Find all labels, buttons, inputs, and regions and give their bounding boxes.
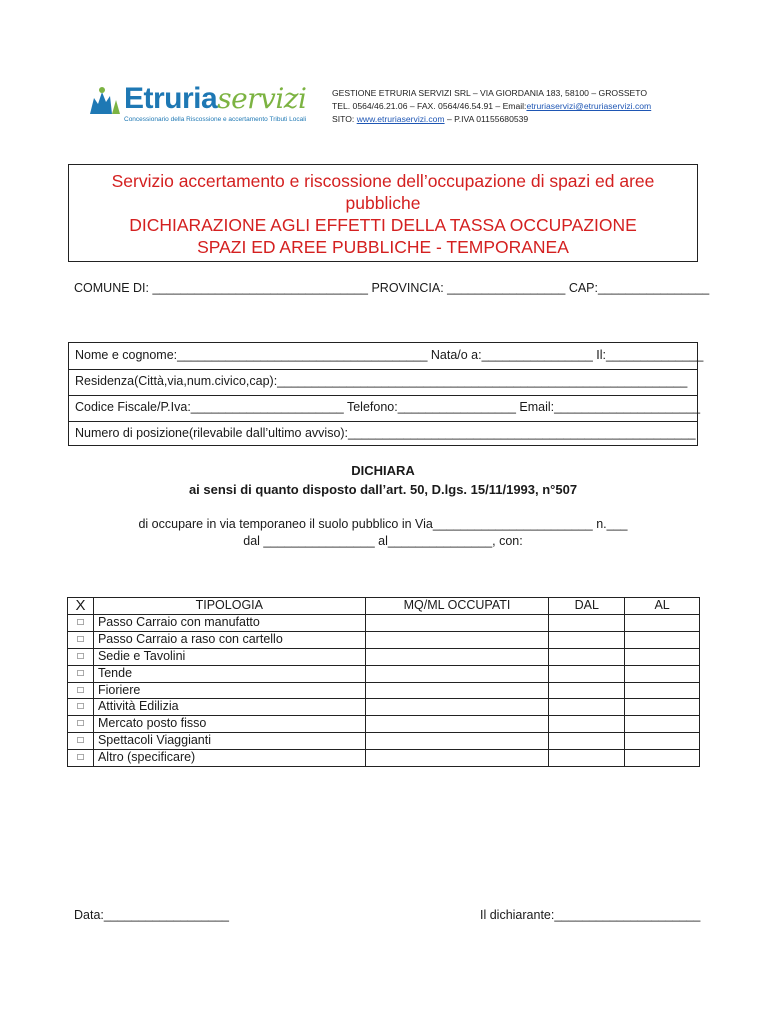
service-title: Servizio accertamento e riscossione dell’occupazione di spazi ed aree pubbliche (111, 171, 655, 213)
from-cell[interactable] (549, 682, 625, 699)
from-cell[interactable] (549, 648, 625, 665)
column-header-type: TIPOLOGIA (93, 598, 365, 615)
from-cell[interactable] (549, 716, 625, 733)
checkbox-sedie-tavolini[interactable]: □ (68, 648, 94, 665)
occupation-dates-field[interactable]: dal ________________ al_______________, con: (243, 534, 523, 548)
checkbox-passo-carraio-manufatto[interactable]: □ (68, 614, 94, 631)
to-cell[interactable] (625, 733, 700, 750)
to-cell[interactable] (625, 648, 700, 665)
column-header-to: AL (625, 598, 700, 615)
comune-field[interactable]: COMUNE DI: _______________________________ PROVINCIA: _________________ CAP:________________ (74, 281, 710, 295)
type-label: Spettacoli Viaggianti (93, 733, 365, 750)
column-header-x: X (68, 598, 94, 615)
to-cell[interactable] (625, 631, 700, 648)
table-row (68, 699, 700, 716)
occupation-type-table (67, 597, 700, 767)
occupation-street-field[interactable]: di occupare in via temporaneo il suolo pubblico in Via_______________________ n.___ (138, 517, 628, 531)
declaration-title: DICHIARAZIONE AGLI EFFETTI DELLA TASSA OCCUPAZIONE (129, 215, 637, 235)
checkbox-fioriere[interactable]: □ (68, 682, 94, 699)
table-row (68, 614, 700, 631)
type-label: Tende (93, 665, 365, 682)
area-cell[interactable] (365, 716, 549, 733)
position-number-field[interactable]: Numero di posizione(rilevabile dall’ultimo avviso):__________________________________________________ (75, 426, 696, 440)
type-label: Fioriere (93, 682, 365, 699)
area-cell[interactable] (365, 750, 549, 767)
company-info (332, 87, 651, 126)
logo-figure-icon (88, 86, 122, 116)
company-site-link[interactable]: www.etruriaservizi.com (356, 114, 445, 124)
date-field[interactable]: Data:__________________ (74, 908, 230, 922)
logo-wordmark: Etruriaservizi (124, 82, 307, 115)
table-row (68, 631, 700, 648)
table-row (68, 682, 700, 699)
checkbox-tende[interactable]: □ (68, 665, 94, 682)
declaration-heading: DICHIARA (351, 463, 415, 478)
document-title-box (68, 164, 698, 262)
column-header-from: DAL (549, 598, 625, 615)
tax-phone-email-field[interactable]: Codice Fiscale/P.Iva:______________________ Telefono:_________________ Email:_____________________ (75, 400, 701, 414)
table-header-row (68, 598, 700, 615)
area-cell[interactable] (365, 733, 549, 750)
from-cell[interactable] (549, 699, 625, 716)
area-cell[interactable] (365, 665, 549, 682)
company-email-link[interactable]: etruriaservizi@etruriaservizi.com (526, 101, 652, 111)
table-row (68, 648, 700, 665)
checkbox-spettacoli-viaggianti[interactable]: □ (68, 733, 94, 750)
type-label: Passo Carraio con manufatto (93, 614, 365, 631)
signature-field[interactable]: Il dichiarante:_____________________ (480, 908, 701, 922)
checkbox-attivita-edilizia[interactable]: □ (68, 699, 94, 716)
type-label: Mercato posto fisso (93, 716, 365, 733)
type-label: Attività Edilizia (93, 699, 365, 716)
area-cell[interactable] (365, 631, 549, 648)
area-cell[interactable] (365, 648, 549, 665)
checkbox-passo-carraio-raso[interactable]: □ (68, 631, 94, 648)
column-header-area: MQ/ML OCCUPATI (365, 598, 549, 615)
from-cell[interactable] (549, 665, 625, 682)
company-logo (88, 82, 307, 130)
company-address: GESTIONE ETRURIA SERVIZI SRL – VIA GIORDANIA 183, 58100 – GROSSETO (332, 88, 648, 98)
type-label: Passo Carraio a raso con cartello (93, 631, 365, 648)
area-cell[interactable] (365, 699, 549, 716)
table-row (68, 733, 700, 750)
to-cell[interactable] (625, 699, 700, 716)
to-cell[interactable] (625, 750, 700, 767)
from-cell[interactable] (549, 631, 625, 648)
declaration-legal-reference: ai sensi di quanto disposto dall’art. 50, D.lgs. 15/11/1993, n°507 (188, 482, 578, 497)
table-row (68, 716, 700, 733)
name-birth-field[interactable]: Nome e cognome:____________________________________ Nata/o a:________________ Il:______________ (75, 348, 704, 362)
logo-tagline: Concessionario della Riscossione e accertamento Tributi Locali (124, 116, 307, 123)
from-cell[interactable] (549, 614, 625, 631)
from-cell[interactable] (549, 733, 625, 750)
area-cell[interactable] (365, 614, 549, 631)
type-label: Altro (specificare) (93, 750, 365, 767)
table-row (68, 665, 700, 682)
to-cell[interactable] (625, 665, 700, 682)
area-cell[interactable] (365, 682, 549, 699)
checkbox-mercato-posto-fisso[interactable]: □ (68, 716, 94, 733)
company-contacts: TEL. 0564/46.21.06 – FAX. 0564/46.54.91 – Email:etruriaservizi@etruriaservizi.com (332, 101, 652, 111)
to-cell[interactable] (625, 716, 700, 733)
to-cell[interactable] (625, 614, 700, 631)
to-cell[interactable] (625, 682, 700, 699)
company-site-vat: SITO: www.etruriaservizi.com – P.IVA 01155680539 (332, 114, 529, 124)
table-row (68, 750, 700, 767)
personal-data-box (68, 342, 704, 446)
declaration-subtitle: SPAZI ED AREE PUBBLICHE - TEMPORANEA (197, 237, 569, 257)
residence-field[interactable]: Residenza(Città,via,num.civico,cap):___________________________________________________________ (75, 374, 688, 388)
from-cell[interactable] (549, 750, 625, 767)
checkbox-altro[interactable]: □ (68, 750, 94, 767)
type-label: Sedie e Tavolini (93, 648, 365, 665)
